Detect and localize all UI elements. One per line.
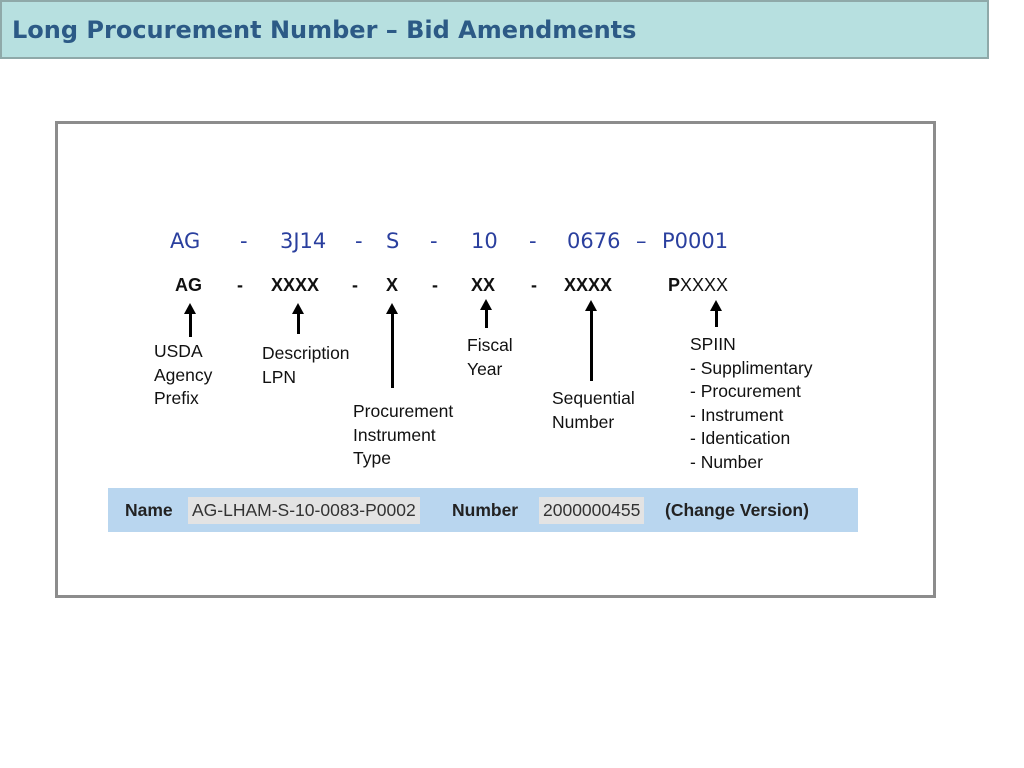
label-seq: Sequential Number (552, 388, 635, 432)
format-year: XX (471, 275, 496, 295)
example-lpn: 3J14 (280, 229, 327, 253)
example-sep-4: - (529, 229, 537, 253)
format-seq: XXXX (564, 275, 613, 295)
example-sep-3: - (430, 229, 438, 253)
arrow-lpn (297, 312, 300, 334)
format-spiin (668, 275, 728, 296)
format-agency: AG (175, 275, 202, 295)
page-title: Long Procurement Number – Bid Amendments (12, 16, 637, 44)
arrow-seq (590, 309, 593, 381)
example-sep-5: – (636, 229, 647, 253)
label-spiin: SPIIN - Supplimentary - Procurement - Instrument - Identication - Number (690, 334, 813, 472)
format-sep-4: - (531, 275, 537, 295)
format-spiin-rest: XXXX (680, 275, 729, 295)
example-sep-1: - (240, 229, 248, 253)
format-spiin-p: P (668, 275, 681, 295)
format-sep-2: - (352, 275, 358, 295)
label-year: Fiscal Year (467, 335, 513, 379)
example-year: 10 (471, 229, 498, 253)
example-seq: 0676 (567, 229, 621, 253)
name-label: Name (125, 500, 173, 520)
example-spiin: P0001 (662, 229, 729, 253)
change-version-link[interactable]: (Change Version) (665, 500, 809, 520)
arrow-type (391, 312, 394, 388)
label-type: Procurement Instrument Type (353, 401, 454, 468)
format-lpn: XXXX (271, 275, 320, 295)
format-sep-3: - (432, 275, 438, 295)
name-value: AG-LHAM-S-10-0083-P0002 (188, 497, 420, 524)
format-sep-1: - (237, 275, 243, 295)
name-number-strip (108, 488, 858, 532)
arrow-spiin (715, 309, 718, 327)
title-bar (0, 0, 989, 59)
example-type: S (386, 229, 400, 253)
arrow-year (485, 308, 488, 328)
label-agency: USDA Agency Prefix (154, 341, 213, 408)
arrow-agency (189, 312, 192, 337)
number-value: 2000000455 (539, 497, 644, 524)
format-type: X (386, 275, 399, 295)
number-label: Number (452, 500, 519, 520)
example-agency: AG (170, 229, 201, 253)
example-sep-2: - (355, 229, 363, 253)
label-lpn: Description LPN (262, 343, 350, 387)
